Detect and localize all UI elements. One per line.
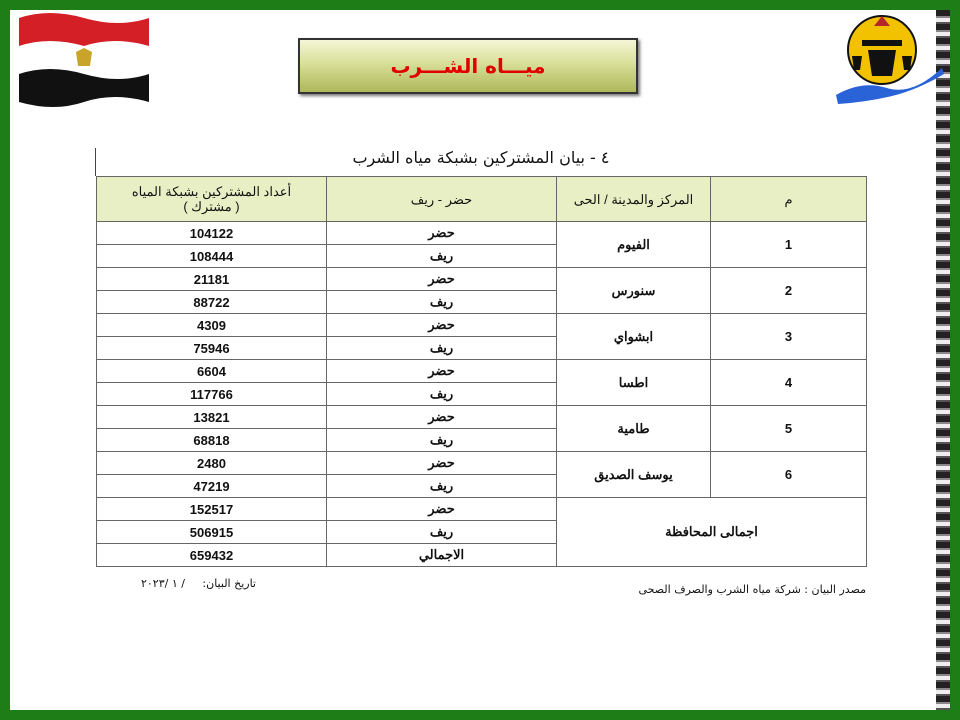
row-index: 2 (711, 268, 867, 314)
center-name: طامية (557, 406, 711, 452)
data-date-note (96, 577, 256, 590)
decorative-stripe (936, 10, 950, 710)
egypt-flag-icon (14, 8, 154, 108)
count-cell: 152517 (97, 498, 327, 521)
type-cell: حضر (327, 314, 557, 337)
table-row (97, 406, 867, 429)
title-box (298, 38, 638, 94)
row-index: 3 (711, 314, 867, 360)
count-cell: 108444 (97, 245, 327, 268)
row-index: 1 (711, 222, 867, 268)
table-row (97, 452, 867, 475)
type-cell: ريف (327, 337, 557, 360)
header-count-line1: أعداد المشتركين بشبكة المياه (131, 184, 292, 199)
count-cell: 6604 (97, 360, 327, 383)
type-cell: ريف (327, 291, 557, 314)
header-index: م (711, 177, 867, 222)
type-cell: حضر (327, 268, 557, 291)
center-name: يوسف الصديق (557, 452, 711, 498)
count-cell: 21181 (97, 268, 327, 291)
page-title: ميـــاه الشـــرب (390, 54, 546, 78)
row-index: 4 (711, 360, 867, 406)
type-cell: ريف (327, 383, 557, 406)
count-cell: 659432 (97, 544, 327, 567)
center-name: ابشواي (557, 314, 711, 360)
table-row (97, 314, 867, 337)
count-cell: 104122 (97, 222, 327, 245)
count-cell: 47219 (97, 475, 327, 498)
date-value: / ١ /٢٠٢٣ (140, 577, 185, 590)
header-type: حضر - ريف (327, 177, 557, 222)
date-label: تاريخ البيان: (202, 577, 256, 590)
row-index: 6 (711, 452, 867, 498)
count-cell: 117766 (97, 383, 327, 406)
table-header-row (97, 177, 867, 222)
data-source-note: مصدر البيان : شركة مياه الشرب والصرف الصحى (638, 583, 866, 596)
count-cell: 68818 (97, 429, 327, 452)
center-name: سنورس (557, 268, 711, 314)
count-cell: 88722 (97, 291, 327, 314)
type-cell: حضر (327, 222, 557, 245)
type-cell: حضر (327, 406, 557, 429)
type-cell: ريف (327, 245, 557, 268)
total-label: اجمالى المحافظة (557, 498, 867, 567)
count-cell: 13821 (97, 406, 327, 429)
fayoum-governorate-logo-icon (832, 10, 947, 105)
header-count (97, 177, 327, 222)
header-count-line2: ( مشترك ) (183, 199, 240, 214)
type-cell: ريف (327, 475, 557, 498)
type-cell: حضر (327, 452, 557, 475)
row-index: 5 (711, 406, 867, 452)
count-cell: 4309 (97, 314, 327, 337)
table-row (97, 222, 867, 245)
table-row-total (97, 498, 867, 521)
header-center: المركز والمدينة / الحى (557, 177, 711, 222)
count-cell: 75946 (97, 337, 327, 360)
table-caption: ٤ - بيان المشتركين بشبكة مياه الشرب (352, 148, 610, 167)
subscribers-table (96, 176, 867, 567)
center-name: اطسا (557, 360, 711, 406)
type-cell: الاجمالي (327, 544, 557, 567)
center-name: الفيوم (557, 222, 711, 268)
type-cell: ريف (327, 429, 557, 452)
count-cell: 506915 (97, 521, 327, 544)
type-cell: ريف (327, 521, 557, 544)
type-cell: حضر (327, 498, 557, 521)
table-row (97, 360, 867, 383)
count-cell: 2480 (97, 452, 327, 475)
table-row (97, 268, 867, 291)
type-cell: حضر (327, 360, 557, 383)
